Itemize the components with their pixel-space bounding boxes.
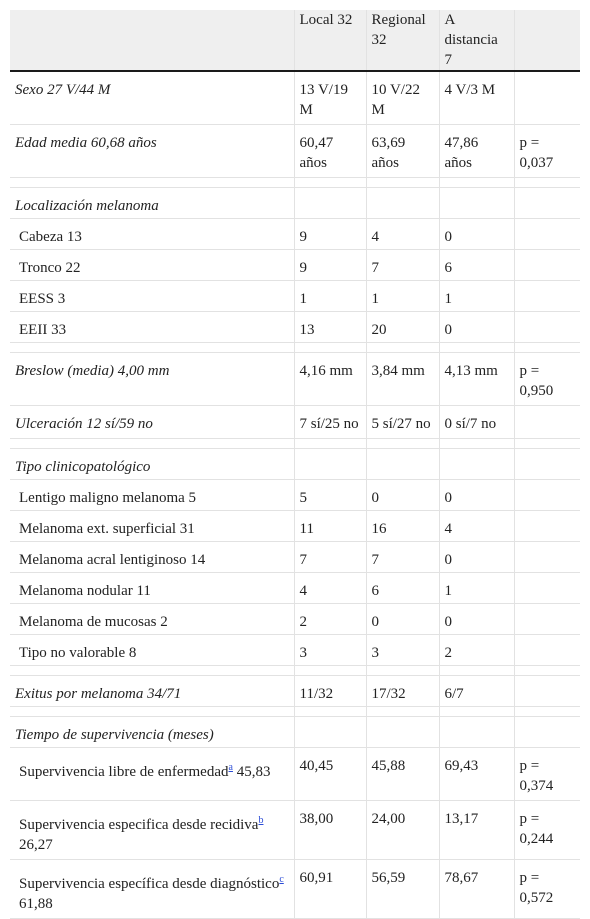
value-cell [294,449,366,480]
value-cell: 10 V/22 M [366,71,439,125]
footnote-marker [258,812,263,826]
spacer-cell [366,343,439,353]
spacer-cell [366,439,439,449]
value-cell: 2 [294,604,366,635]
table-row [10,860,580,919]
value-cell: 1 [294,281,366,312]
table-body [10,71,580,919]
value-cell: 5 [294,480,366,511]
row-label: Ulceración 12 sí/59 no [15,416,153,432]
table-row [10,281,580,312]
spacer-cell [294,439,366,449]
spacer-cell [439,439,514,449]
row-label: Sexo 27 V/44 M [15,82,111,98]
value-cell: 0 [439,219,514,250]
value-cell [514,676,580,707]
spacer-cell [439,666,514,676]
row-label-cell [10,748,294,801]
footnote-marker [279,871,283,885]
row-label: Cabeza 13 [19,229,82,245]
row-label-cell [10,250,294,281]
value-cell: 0 [366,480,439,511]
spacer-cell [366,178,439,188]
header-cell: Local 32 [294,10,366,71]
header-cell: Regional 32 [366,10,439,71]
spacer-cell [10,178,294,188]
table-row [10,188,580,219]
value-cell: 13,17 [439,801,514,860]
row-label: Lentigo maligno melanoma 5 [19,490,197,506]
row-label: Melanoma de mucosas 2 [19,614,168,630]
value-cell: p = 0,037 [514,125,580,178]
value-cell: 69,43 [439,748,514,801]
value-cell: 4 [439,511,514,542]
table-row [10,604,580,635]
row-label-total: 45,83 [232,764,271,780]
value-cell: 9 [294,250,366,281]
value-cell: 4,16 mm [294,353,366,406]
footnote-link[interactable]: a [228,762,233,773]
value-cell [514,312,580,343]
value-cell: 4 [294,573,366,604]
value-cell: 56,59 [366,860,439,919]
row-label-cell [10,480,294,511]
value-cell: 2 [439,635,514,666]
value-cell: 13 V/19 M [294,71,366,125]
table-row [10,748,580,801]
value-cell [514,573,580,604]
table-row [10,801,580,860]
row-label: Supervivencia específica desde diagnóstico [19,876,280,892]
value-cell [514,406,580,439]
value-cell: 7 [366,542,439,573]
value-cell: 60,47 años [294,125,366,178]
spacer-cell [10,707,294,717]
spacer-cell [10,666,294,676]
value-cell [439,188,514,219]
row-label-cell [10,219,294,250]
spacer-cell [514,343,580,353]
value-cell [514,480,580,511]
row-label-cell [10,406,294,439]
spacer-cell [514,178,580,188]
value-cell [439,449,514,480]
row-label-cell [10,449,294,480]
value-cell: 1 [366,281,439,312]
value-cell: 1 [439,281,514,312]
value-cell [514,449,580,480]
value-cell [514,542,580,573]
value-cell: 0 [366,604,439,635]
value-cell: 11 [294,511,366,542]
spacer-cell [439,343,514,353]
value-cell [514,604,580,635]
table-row [10,125,580,178]
value-cell: 11/32 [294,676,366,707]
value-cell: p = 0,374 [514,748,580,801]
footnote-link[interactable]: c [279,874,284,885]
spacer-cell [439,178,514,188]
row-label-cell [10,312,294,343]
table-row [10,71,580,125]
footnote-link[interactable]: b [258,815,264,826]
row-label-cell [10,71,294,125]
value-cell: 6 [439,250,514,281]
value-cell: 6/7 [439,676,514,707]
table-row [10,353,580,406]
spacer-cell [514,707,580,717]
spacer-cell [294,343,366,353]
spacer-cell [514,439,580,449]
row-label-cell [10,717,294,748]
spacer-cell [10,343,294,353]
row-label-cell [10,281,294,312]
table-row [10,312,580,343]
table-row [10,635,580,666]
row-label: Melanoma ext. superficial 31 [19,521,195,537]
value-cell: 78,67 [439,860,514,919]
value-cell: 0 [439,542,514,573]
row-label: Breslow (media) 4,00 mm [15,363,170,379]
header-cell: A distancia 7 [439,10,514,71]
row-label: EEII 33 [19,322,67,338]
value-cell: 40,45 [294,748,366,801]
row-label-cell [10,635,294,666]
spacer-cell [514,666,580,676]
spacer-row [10,666,580,676]
table-row [10,542,580,573]
row-label: Tiempo de supervivencia (meses) [15,727,214,743]
row-label: Tipo no valorable 8 [19,645,137,661]
spacer-cell [366,666,439,676]
value-cell: 20 [366,312,439,343]
header-cell [10,10,294,71]
value-cell [514,219,580,250]
value-cell [366,188,439,219]
row-label: Melanoma acral lentiginoso 14 [19,552,206,568]
value-cell: 3 [366,635,439,666]
value-cell: 16 [366,511,439,542]
value-cell: 0 [439,312,514,343]
value-cell [514,635,580,666]
value-cell [514,717,580,748]
value-cell: 0 sí/7 no [439,406,514,439]
row-label-cell [10,188,294,219]
table-row [10,480,580,511]
value-cell: 0 [439,604,514,635]
value-cell [514,71,580,125]
spacer-row [10,178,580,188]
row-label-total: 26,27 [19,837,53,853]
value-cell [366,717,439,748]
value-cell: 7 sí/25 no [294,406,366,439]
table-row [10,250,580,281]
melanoma-table [10,10,580,919]
value-cell: 0 [439,480,514,511]
row-label: EESS 3 [19,291,66,307]
row-label: Melanoma nodular 11 [19,583,151,599]
value-cell [514,250,580,281]
value-cell [294,188,366,219]
row-label-cell [10,542,294,573]
table-row [10,717,580,748]
value-cell: 3 [294,635,366,666]
value-cell: 60,91 [294,860,366,919]
value-cell [294,717,366,748]
spacer-cell [294,666,366,676]
value-cell: 6 [366,573,439,604]
value-cell: 7 [294,542,366,573]
value-cell: 17/32 [366,676,439,707]
spacer-cell [10,439,294,449]
row-label: Supervivencia libre de enfermedad [19,764,229,780]
value-cell: 24,00 [366,801,439,860]
row-label: Supervivencia especifica desde recidiva [19,817,259,833]
row-label: Tronco 22 [19,260,81,276]
value-cell: p = 0,950 [514,353,580,406]
table-row [10,219,580,250]
value-cell [366,449,439,480]
value-cell: 7 [366,250,439,281]
row-label-cell [10,353,294,406]
value-cell: p = 0,244 [514,801,580,860]
row-label: Tipo clinicopatológico [15,459,151,475]
table-row [10,406,580,439]
value-cell: 13 [294,312,366,343]
spacer-cell [439,707,514,717]
spacer-row [10,343,580,353]
value-cell: 5 sí/27 no [366,406,439,439]
value-cell: 63,69 años [366,125,439,178]
row-label-cell [10,801,294,860]
value-cell [439,717,514,748]
row-label-cell [10,511,294,542]
row-label-cell [10,860,294,919]
spacer-row [10,439,580,449]
table-row [10,573,580,604]
table-row [10,449,580,480]
value-cell: 4,13 mm [439,353,514,406]
value-cell: 1 [439,573,514,604]
spacer-cell [294,707,366,717]
row-label: Exitus por melanoma 34/71 [15,686,182,702]
spacer-row [10,707,580,717]
row-label-cell [10,676,294,707]
table-row [10,511,580,542]
value-cell: 3,84 mm [366,353,439,406]
value-cell: 38,00 [294,801,366,860]
value-cell: 9 [294,219,366,250]
row-label-cell [10,125,294,178]
spacer-cell [366,707,439,717]
row-label-total: 61,88 [19,896,53,912]
header-cell [514,10,580,71]
row-label: Edad media 60,68 años [15,135,157,151]
row-label: Localización melanoma [15,198,159,214]
value-cell: 45,88 [366,748,439,801]
table-row [10,676,580,707]
value-cell: 4 V/3 M [439,71,514,125]
table-header-row [10,10,580,71]
value-cell: 47,86 años [439,125,514,178]
value-cell: p = 0,572 [514,860,580,919]
value-cell [514,188,580,219]
value-cell: 4 [366,219,439,250]
value-cell [514,511,580,542]
row-label-cell [10,604,294,635]
spacer-cell [294,178,366,188]
value-cell [514,281,580,312]
row-label-cell [10,573,294,604]
